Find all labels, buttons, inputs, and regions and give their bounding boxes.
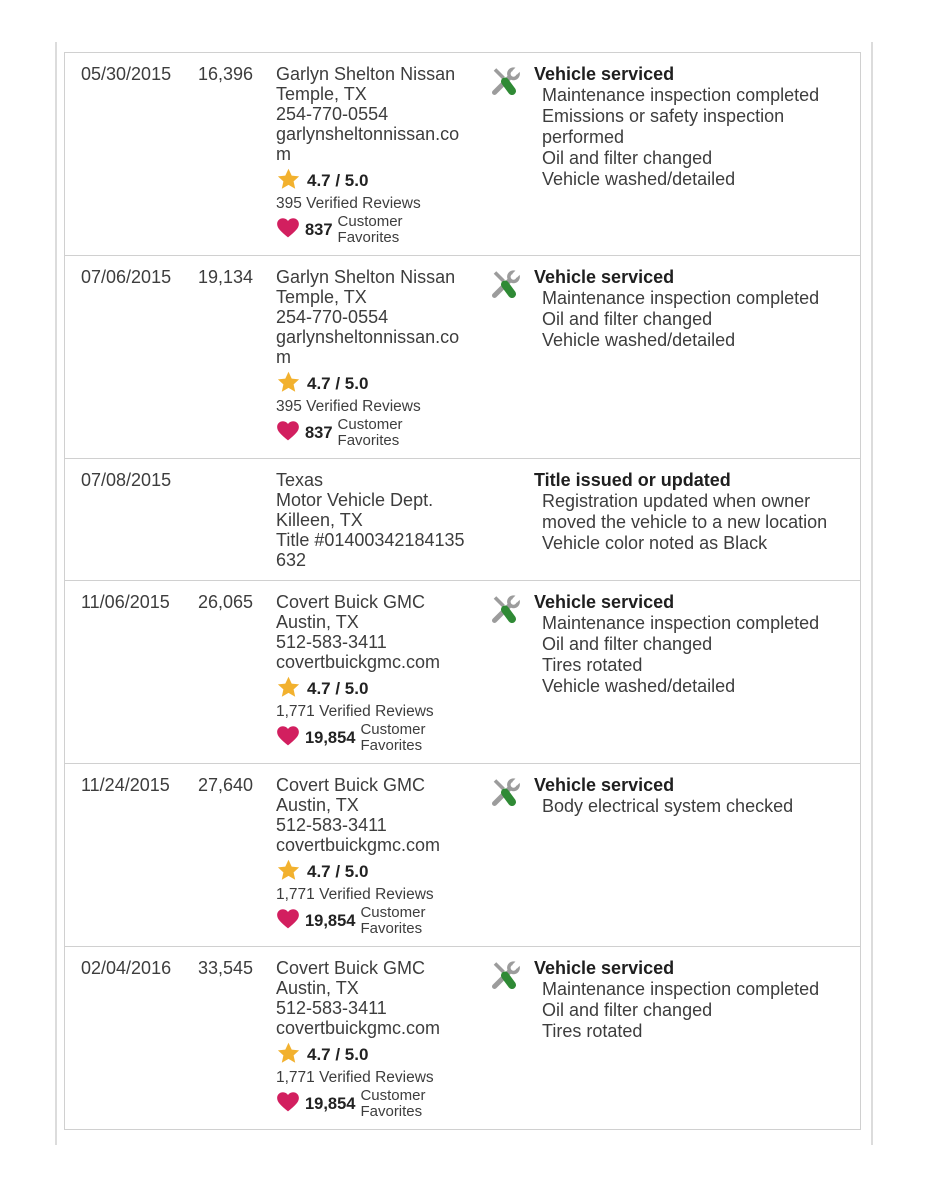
record-mileage: 16,396 <box>198 64 254 84</box>
record-mileage: 19,134 <box>198 267 254 287</box>
history-record-row <box>65 764 860 947</box>
event-detail: Vehicle color noted as Black <box>542 533 768 553</box>
heart-icon <box>276 420 305 446</box>
dealer-rating <box>276 860 476 884</box>
rating-value: 4.7 / 5.0 <box>307 679 369 698</box>
record-mileage <box>198 470 276 570</box>
source-line: Title #01400342184135632 <box>276 530 465 570</box>
event-details-list <box>534 796 840 817</box>
event-details-list <box>534 613 840 697</box>
dealer-rating-block <box>276 372 476 448</box>
source-line: 254-770-0554 <box>276 307 389 327</box>
source-lines <box>276 470 476 570</box>
history-record-row <box>65 947 860 1130</box>
event-detail: Maintenance inspection completed <box>542 979 820 999</box>
customer-favorites <box>276 417 476 448</box>
source-line: Garlyn Shelton Nissan <box>276 64 456 84</box>
event-detail: Maintenance inspection completed <box>542 288 820 308</box>
event-detail: Maintenance inspection completed <box>542 613 820 633</box>
source-line: Austin, TX <box>276 795 359 815</box>
source-line: Temple, TX <box>276 84 367 104</box>
source-line: 512-583-3411 <box>276 632 387 652</box>
record-source <box>276 267 476 448</box>
record-event <box>534 775 842 936</box>
history-record-row <box>65 459 860 581</box>
page-right-rule <box>871 42 873 1145</box>
heart-icon <box>276 1091 305 1117</box>
dealer-rating-block <box>276 860 476 936</box>
source-line: 512-583-3411 <box>276 815 387 835</box>
verified-reviews: 395 Verified Reviews <box>276 195 421 212</box>
source-line: 254-770-0554 <box>276 104 389 124</box>
record-source <box>276 958 476 1119</box>
event-detail: Tires rotated <box>542 1021 643 1041</box>
source-line: Texas <box>276 470 324 490</box>
record-mileage: 26,065 <box>198 592 254 612</box>
verified-reviews: 1,771 Verified Reviews <box>276 886 434 903</box>
event-detail: Vehicle washed/detailed <box>542 330 736 350</box>
source-lines <box>276 958 476 1038</box>
source-lines <box>276 592 476 672</box>
event-title: Vehicle serviced <box>534 958 675 978</box>
event-detail: Body electrical system checked <box>542 796 794 816</box>
source-line: Temple, TX <box>276 287 367 307</box>
dealer-rating <box>276 1043 476 1067</box>
event-detail: Vehicle washed/detailed <box>542 676 736 696</box>
customer-favorites <box>276 905 476 936</box>
record-event <box>534 592 842 753</box>
record-mileage: 33,545 <box>198 958 254 978</box>
customer-favorites <box>276 214 476 245</box>
event-details-list <box>534 979 840 1042</box>
rating-value: 4.7 / 5.0 <box>307 1045 369 1064</box>
customer-favorites <box>276 722 476 753</box>
event-title: Title issued or updated <box>534 470 731 490</box>
event-details-list <box>534 491 840 554</box>
dealer-rating-block <box>276 1043 476 1119</box>
favorites-count: 19,854 <box>305 911 356 930</box>
event-detail: Emissions or safety inspection performed <box>542 106 785 147</box>
record-source <box>276 592 476 753</box>
event-detail: Maintenance inspection completed <box>542 85 820 105</box>
favorites-label: Customer Favorites <box>360 904 426 937</box>
dealer-rating <box>276 372 476 396</box>
source-line: Motor Vehicle Dept. <box>276 490 434 510</box>
source-line: covertbuickgmc.com <box>276 835 441 855</box>
record-date: 11/06/2015 <box>81 592 170 612</box>
wrench-screwdriver-icon <box>488 286 522 306</box>
record-icon-cell <box>488 64 534 245</box>
star-icon <box>276 370 307 398</box>
event-detail: Oil and filter changed <box>542 148 713 168</box>
verified-reviews: 1,771 Verified Reviews <box>276 1069 434 1086</box>
favorites-count: 837 <box>305 423 333 442</box>
dealer-rating-block <box>276 677 476 753</box>
source-line: covertbuickgmc.com <box>276 1018 441 1038</box>
record-event <box>534 958 842 1119</box>
record-date: 07/08/2015 <box>81 470 172 490</box>
source-line: Killeen, TX <box>276 510 363 530</box>
source-lines <box>276 775 476 855</box>
heart-icon <box>276 217 305 243</box>
source-line: Covert Buick GMC <box>276 958 426 978</box>
favorites-label: Customer Favorites <box>360 1087 426 1120</box>
event-title: Vehicle serviced <box>534 267 675 287</box>
wrench-screwdriver-icon <box>488 83 522 103</box>
event-detail: Registration updated when owner moved the vehicle to a new location <box>542 491 828 532</box>
page-left-rule <box>55 42 57 1145</box>
favorites-count: 837 <box>305 220 333 239</box>
dealer-rating-block <box>276 169 476 245</box>
source-line: Garlyn Shelton Nissan <box>276 267 456 287</box>
source-line: garlynsheltonnissan.com <box>276 124 460 164</box>
event-title: Vehicle serviced <box>534 64 675 84</box>
wrench-screwdriver-icon <box>488 611 522 631</box>
event-title: Vehicle serviced <box>534 592 675 612</box>
event-detail: Oil and filter changed <box>542 309 713 329</box>
rating-value: 4.7 / 5.0 <box>307 171 369 190</box>
history-table <box>64 52 861 1130</box>
event-detail: Tires rotated <box>542 655 643 675</box>
event-title: Vehicle serviced <box>534 775 675 795</box>
record-source <box>276 64 476 245</box>
source-line: Covert Buick GMC <box>276 592 426 612</box>
source-line: Austin, TX <box>276 612 359 632</box>
wrench-screwdriver-icon <box>488 794 522 814</box>
verified-reviews: 1,771 Verified Reviews <box>276 703 434 720</box>
record-icon-cell <box>488 958 534 1119</box>
source-line: Covert Buick GMC <box>276 775 426 795</box>
wrench-screwdriver-icon <box>488 977 522 997</box>
record-event <box>534 470 842 570</box>
source-lines <box>276 267 476 367</box>
source-line: garlynsheltonnissan.com <box>276 327 460 367</box>
record-date: 02/04/2016 <box>81 958 172 978</box>
event-detail: Oil and filter changed <box>542 1000 713 1020</box>
verified-reviews: 395 Verified Reviews <box>276 398 421 415</box>
star-icon <box>276 1041 307 1069</box>
star-icon <box>276 675 307 703</box>
event-detail: Oil and filter changed <box>542 634 713 654</box>
event-detail: Vehicle washed/detailed <box>542 169 736 189</box>
record-icon-cell <box>488 470 534 570</box>
dealer-rating <box>276 677 476 701</box>
record-icon-cell <box>488 267 534 448</box>
record-mileage: 27,640 <box>198 775 254 795</box>
heart-icon <box>276 725 305 751</box>
record-source <box>276 470 476 570</box>
record-icon-cell <box>488 775 534 936</box>
favorites-count: 19,854 <box>305 1094 356 1113</box>
star-icon <box>276 858 307 886</box>
record-date: 05/30/2015 <box>81 64 172 84</box>
favorites-count: 19,854 <box>305 728 356 747</box>
record-source <box>276 775 476 936</box>
event-details-list <box>534 288 840 351</box>
record-icon-cell <box>488 592 534 753</box>
favorites-label: Customer Favorites <box>337 416 403 449</box>
favorites-label: Customer Favorites <box>337 213 403 246</box>
favorites-label: Customer Favorites <box>360 721 426 754</box>
record-date: 07/06/2015 <box>81 267 172 287</box>
customer-favorites <box>276 1088 476 1119</box>
source-line: Austin, TX <box>276 978 359 998</box>
record-event <box>534 64 842 245</box>
source-lines <box>276 64 476 164</box>
record-event <box>534 267 842 448</box>
heart-icon <box>276 908 305 934</box>
rating-value: 4.7 / 5.0 <box>307 862 369 881</box>
event-details-list <box>534 85 840 190</box>
source-line: 512-583-3411 <box>276 998 387 1018</box>
history-record-row <box>65 256 860 459</box>
history-record-row <box>65 53 860 256</box>
record-date: 11/24/2015 <box>81 775 170 795</box>
star-icon <box>276 167 307 195</box>
rating-value: 4.7 / 5.0 <box>307 374 369 393</box>
source-line: covertbuickgmc.com <box>276 652 441 672</box>
dealer-rating <box>276 169 476 193</box>
history-record-row <box>65 581 860 764</box>
